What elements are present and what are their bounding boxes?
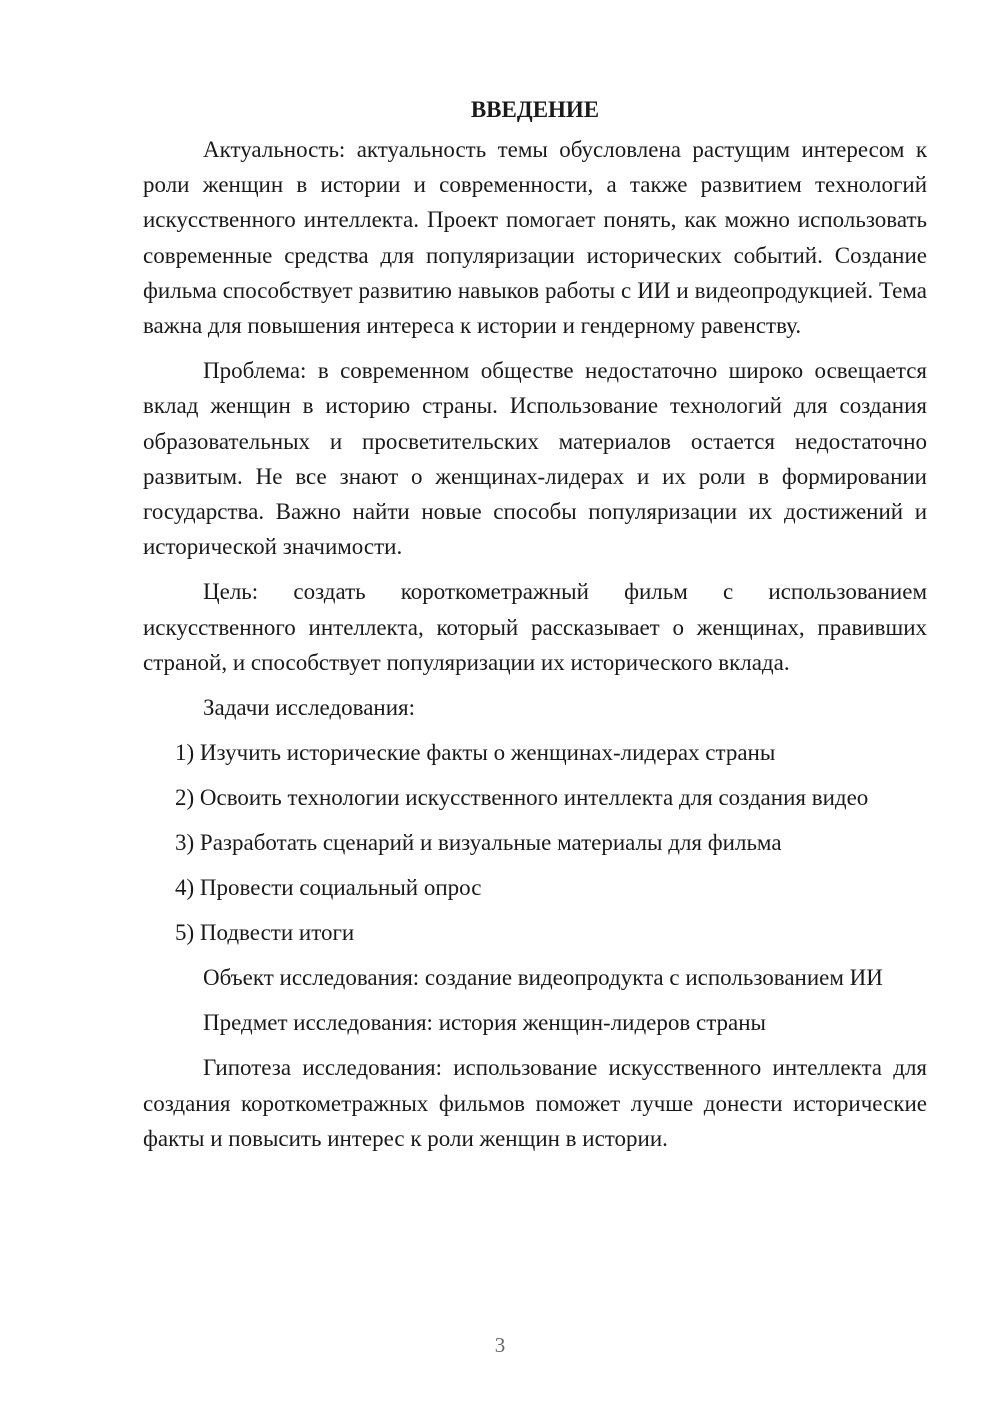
tasks-list xyxy=(143,735,927,950)
problem-paragraph: Проблема: в современном обществе недостаточно широко освещается вклад женщин в историю страны. Использование технологий для создания образовательных и просветительских материалов остается недостаточно развитым. Не все знают о женщинах-лидерах и их роли в формировании государства. Важно найти новые способы популяризации их достижений и исторической значимости. xyxy=(143,358,927,560)
task-item: 5) Подвести итоги xyxy=(175,920,355,946)
page-number: 3 xyxy=(494,1333,506,1357)
object-paragraph: Объект исследования: создание видеопродукта с использованием ИИ xyxy=(203,965,883,991)
task-item: 1) Изучить исторические факты о женщинах-лидерах страны xyxy=(175,740,776,766)
subject-paragraph: Предмет исследования: история женщин-лидеров страны xyxy=(203,1010,767,1036)
task-item: 3) Разработать сценарий и визуальные материалы для фильма xyxy=(175,830,782,856)
section-title: ВВЕДЕНИЕ xyxy=(470,97,600,122)
goal-paragraph: Цель: создать короткометражный фильм с использованием искусственного интеллекта, который рассказывает о женщинах, правивших страной, и способствует популяризации их исторического вклада. xyxy=(143,579,927,675)
relevance-paragraph: Актуальность: актуальность темы обусловлена растущим интересом к роли женщин в истории и современности, а также развитием технологий искусственного интеллекта. Проект помогает понять, как можно использовать современные средства для популяризации исторических событий. Создание фильма способствует развитию навыков работы с ИИ и видеопродукцией. Тема важна для повышения интереса к истории и гендерному равенству. xyxy=(143,137,927,339)
task-item: 2) Освоить технологии искусственного интеллекта для создания видео xyxy=(175,785,869,811)
hypothesis-paragraph: Гипотеза исследования: использование искусственного интеллекта для создания короткометражных фильмов поможет лучше донести исторические факты и повысить интерес к роли женщин в истории. xyxy=(143,1055,927,1151)
tasks-heading: Задачи исследования: xyxy=(203,695,416,721)
document-page xyxy=(143,92,927,1166)
task-item: 4) Провести социальный опрос xyxy=(175,875,482,901)
